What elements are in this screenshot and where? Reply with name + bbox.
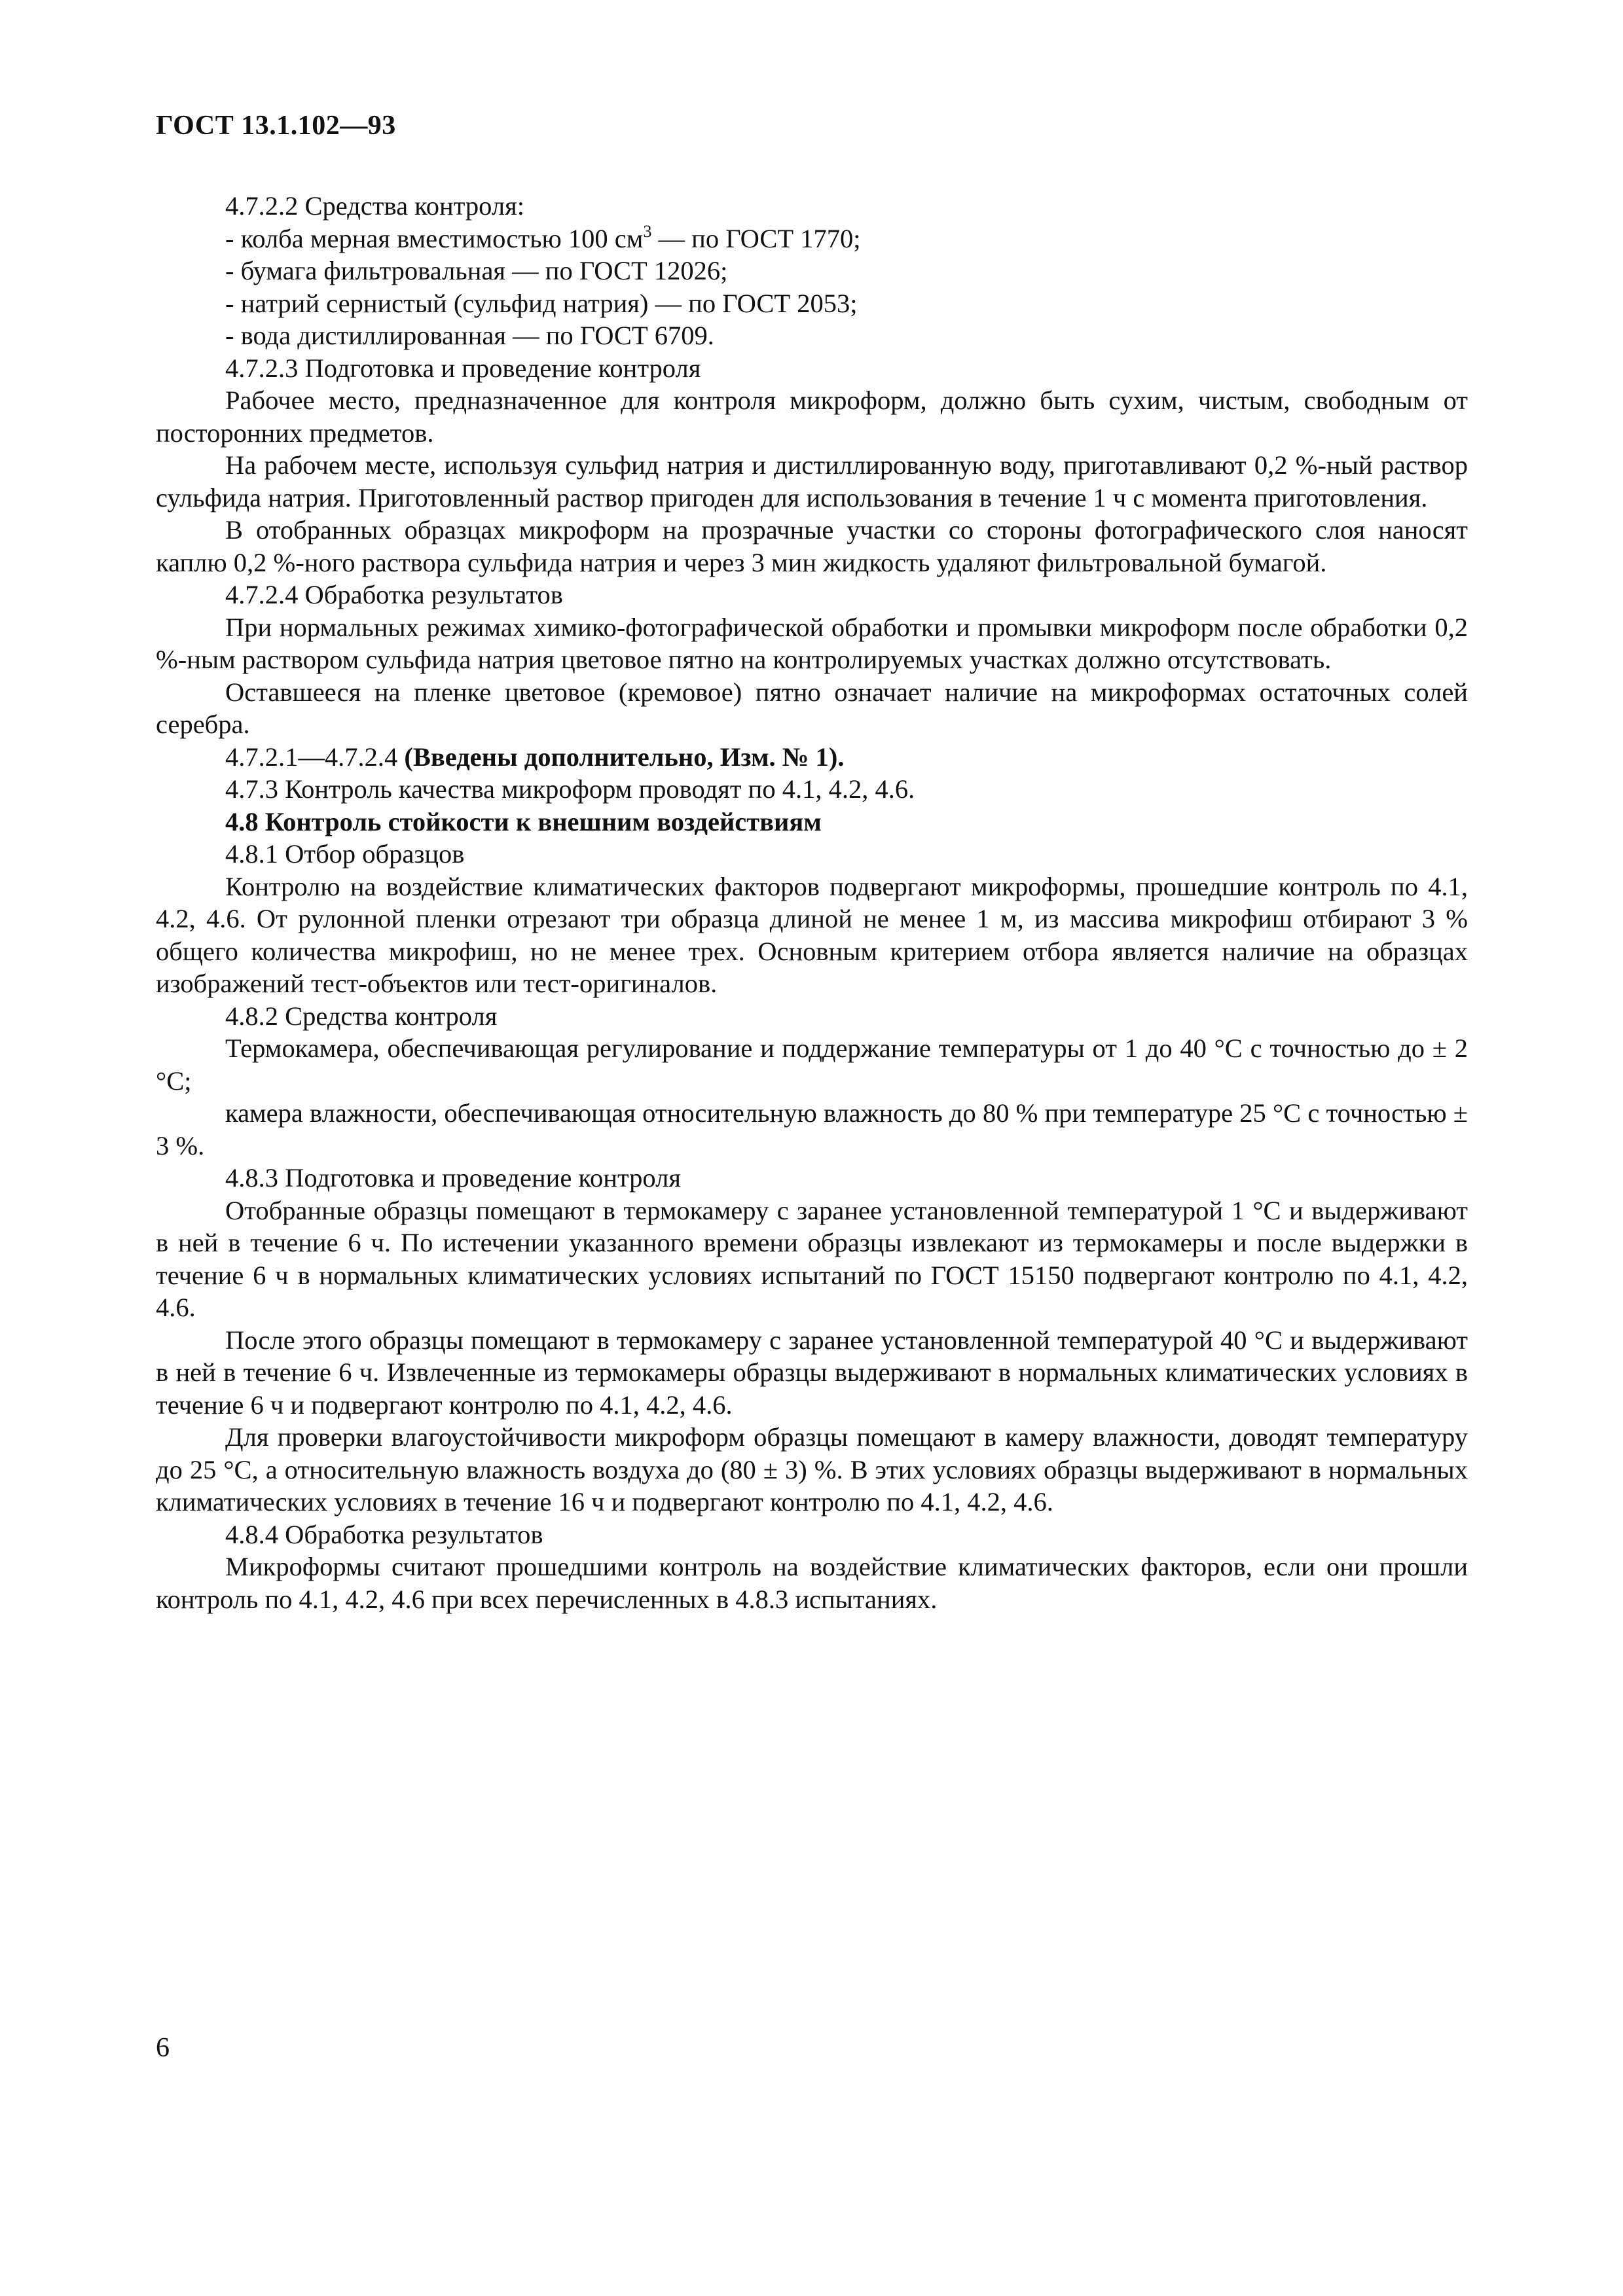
document-body <box>156 190 1468 1615</box>
paragraph: На рабочем месте, используя сульфид натрия и дистиллированную воду, приготавливают 0,2 %-ный раствор сульфида натрия. Приготовленный раствор пригоден для использования в течение 1 ч с момента приготовления. <box>156 450 1468 512</box>
clause-4-7-3: 4.7.3 Контроль качества микроформ проводят по 4.1, 4.2, 4.6. <box>225 774 915 804</box>
list-item-flask-text: - колба мерная вместимостью 100 см <box>225 223 644 253</box>
paragraph: камера влажности, обеспечивающая относительную влажность до 80 % при температуре 25 °С с точностью ± 3 %. <box>156 1098 1468 1160</box>
clause-4-8-2: 4.8.2 Средства контроля <box>225 1001 498 1031</box>
superscript: 3 <box>643 221 652 241</box>
paragraph: Рабочее место, предназначенное для контроля микроформ, должно быть сухим, чистым, свободным от посторонних предметов. <box>156 386 1468 448</box>
amendment-range: 4.7.2.1—4.7.2.4 <box>225 742 405 772</box>
paragraph: Отобранные образцы помещают в термокамеру с заранее установленной температурой 1 °С и выдерживают в ней в течение 6 ч. По истечении указанного времени образцы извлекают из термокамеры и после выдержки в течение 6 ч в нормальных климатических условиях испытаний по ГОСТ 15150 подвергают контролю по 4.1, 4.2, 4.6. <box>156 1195 1468 1322</box>
amendment-note <box>156 741 1468 774</box>
paragraph: Контролю на воздействие климатических факторов подвергают микроформы, прошедшие контроль по 4.1, 4.2, 4.6. От рулонной пленки отрезают три образца длиной не менее 1 м, из массива микрофиш отбирают 3 % общего количества микрофиш, но не менее трех. Основным критерием отбора является наличие на образцах изображений тест-объектов или тест-оригиналов. <box>156 871 1468 998</box>
paragraph: Микроформы считают прошедшими контроль на воздействие климатических факторов, если они прошли контроль по 4.1, 4.2, 4.6 при всех перечисленных в 4.8.3 испытаниях. <box>156 1552 1468 1614</box>
amendment-text: (Введены дополнительно, Изм. № 1). <box>404 742 845 772</box>
clause-4-8-3: 4.8.3 Подготовка и проведение контроля <box>225 1163 681 1193</box>
clause-4-8-1: 4.8.1 Отбор образцов <box>225 839 465 869</box>
list-item-sodium: - натрий сернистый (сульфид натрия) — по ГОСТ 2053; <box>225 288 858 318</box>
section-heading-4-8: 4.8 Контроль стойкости к внешним воздействиям <box>225 806 822 836</box>
list-item-water: - вода дистиллированная — по ГОСТ 6709. <box>225 321 714 350</box>
list-item-flask <box>156 223 1468 255</box>
list-item-flask-ref: — по ГОСТ 1770; <box>651 223 861 253</box>
clause-4-8-4: 4.8.4 Обработка результатов <box>225 1519 543 1549</box>
clause-4-7-2-3: 4.7.2.3 Подготовка и проведение контроля <box>225 353 701 383</box>
paragraph: В отобранных образцах микроформ на прозрачные участки со стороны фотографического слоя наносят каплю 0,2 %-ного раствора сульфида натрия и через 3 мин жидкость удаляют фильтровальной бумагой. <box>156 515 1468 577</box>
paragraph: Оставшееся на пленке цветовое (кремовое) пятно означает наличие на микроформах остаточных солей серебра. <box>156 677 1468 739</box>
paragraph: При нормальных режимах химико-фотографической обработки и промывки микроформ после обработки 0,2 %-ным раствором сульфида натрия цветовое пятно на контролируемых участках должно отсутствовать. <box>156 612 1468 674</box>
clause-4-7-2-2: 4.7.2.2 Средства контроля: <box>225 191 524 221</box>
document-header: ГОСТ 13.1.102—93 <box>156 111 396 141</box>
paragraph: После этого образцы помещают в термокамеру с заранее установленной температурой 40 °С и выдерживают в ней в течение 6 ч. Извлеченные из термокамеры образцы выдерживают в нормальных климатических условиях в течение 6 ч и подвергают контролю по 4.1, 4.2, 4.6. <box>156 1325 1468 1420</box>
paragraph: Термокамера, обеспечивающая регулирование и поддержание температуры от 1 до 40 °С с точностью до ± 2 °С; <box>156 1033 1468 1096</box>
clause-4-7-2-4: 4.7.2.4 Обработка результатов <box>225 580 563 609</box>
page-number: 6 <box>156 2033 170 2063</box>
list-item-paper: - бумага фильтровальная — по ГОСТ 12026; <box>225 256 728 285</box>
paragraph: Для проверки влагоустойчивости микроформ образцы помещают в камеру влажности, доводят температуру до 25 °С, а относительную влажность воздуха до (80 ± 3) %. В этих условиях образцы выдерживают в нормальных климатических условиях в течение 16 ч и подвергают контролю по 4.1, 4.2, 4.6. <box>156 1422 1468 1516</box>
